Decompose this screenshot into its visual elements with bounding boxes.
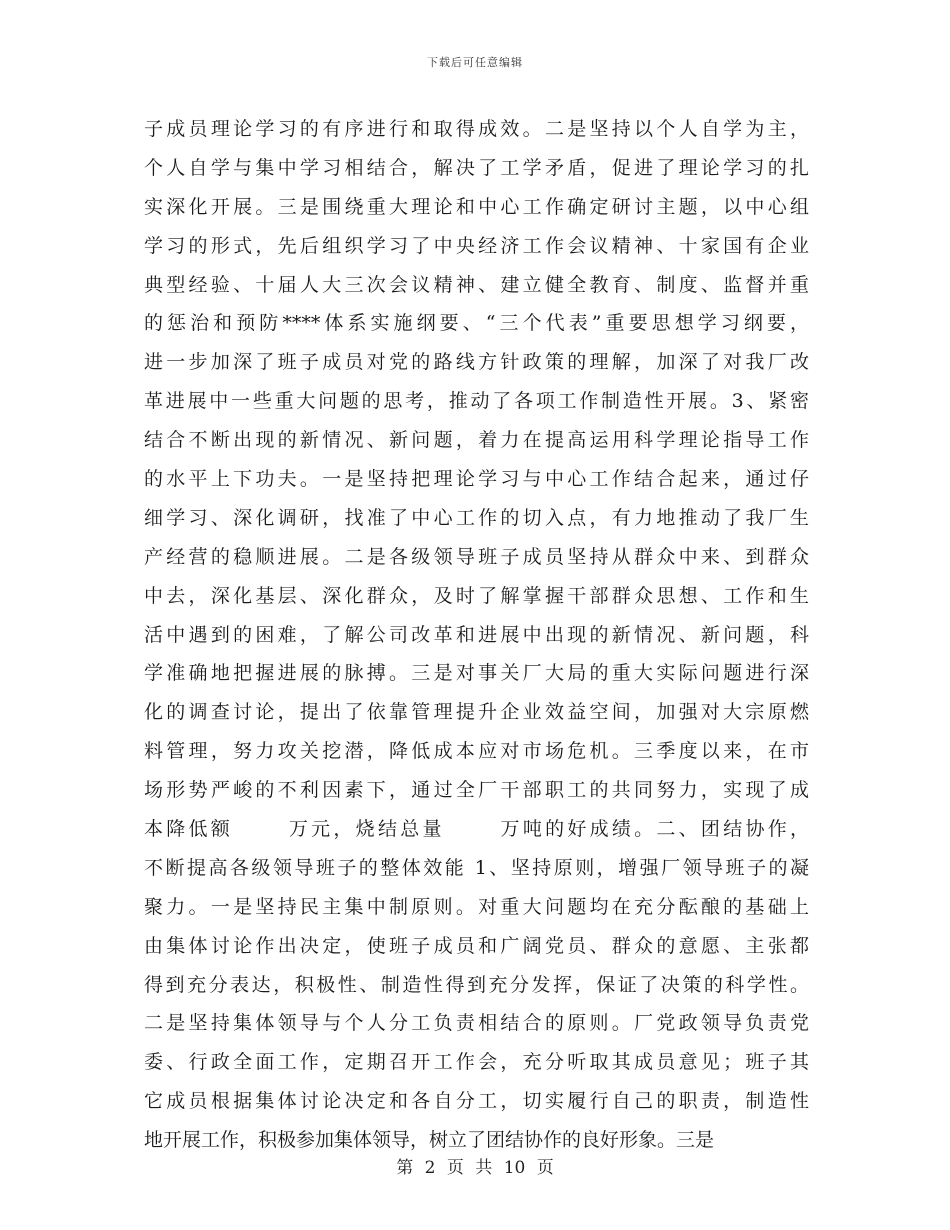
page-number: 第 2 页 共 10 页 [396, 1158, 554, 1178]
text-line: 二是坚持集体领导与个人分工负责相结合的原则。厂党政领导负责党 [144, 1012, 809, 1035]
text-line: 聚力。一是坚持民主集中制原则。对重大问题均在充分酝酿的基础上 [144, 895, 809, 918]
text-line: 结合不断出现的新情况、新问题，着力在提高运用科学理论指导工作 [144, 429, 809, 452]
text-line: 场形势严峻的不利因素下，通过全厂干部职工的共同努力，实现了成 [144, 779, 809, 802]
text-line: 的惩治和预防****体系实施纲要、“三个代表”重要思想学习纲要， [144, 312, 809, 335]
text-line: 中去，深化基层、深化群众，及时了解掌握干部群众思想、工作和生 [144, 584, 809, 607]
text-line: 化的调查讨论，提出了依靠管理提升企业效益空间，加强对大宗原燃 [144, 701, 809, 724]
text-line: 的水平上下功夫。一是坚持把理论学习与中心工作结合起来，通过仔 [144, 468, 809, 491]
text-line: 委、行政全面工作，定期召开工作会，充分听取其成员意见；班子其 [144, 1051, 809, 1074]
page-header: 下载后可任意编辑 [427, 56, 523, 69]
document-body [144, 110, 809, 1160]
text-line: 料管理，努力攻关挖潜，降低成本应对市场危机。三季度以来，在市 [144, 740, 809, 763]
text-line: 地开展工作，积极参加集体领导，树立了团结协作的良好形象。三是 [144, 1129, 715, 1152]
text-line: 产经营的稳顺进展。二是各级领导班子成员坚持从群众中来、到群众 [144, 545, 809, 568]
text-line: 学准确地把握进展的脉搏。三是对事关厂大局的重大实际问题进行深 [144, 662, 809, 685]
text-line: 进一步加深了班子成员对党的路线方针政策的理解，加深了对我厂改 [144, 351, 809, 374]
text-line: 典型经验、十届人大三次会议精神、建立健全教育、制度、监督并重 [144, 273, 809, 296]
text-line: 得到充分表达，积极性、制造性得到充分发挥，保证了决策的科学性。 [144, 973, 809, 996]
text-line: 本降低额 万元，烧结总量 万吨的好成绩。二、团结协作， [144, 818, 809, 841]
text-line: 由集体讨论作出决定，使班子成员和广阔党员、群众的意愿、主张都 [144, 934, 809, 957]
text-line: 它成员根据集体讨论决定和各自分工，切实履行自己的职责，制造性 [144, 1090, 809, 1113]
text-line: 不断提高各级领导班子的整体效能 1、坚持原则，增强厂领导班子的凝 [144, 856, 809, 879]
text-line: 子成员理论学习的有序进行和取得成效。二是坚持以个人自学为主， [144, 118, 809, 140]
text-line: 活中遇到的困难，了解公司改革和进展中出现的新情况、新问题，科 [144, 623, 809, 646]
text-line: 细学习、深化调研，找准了中心工作的切入点，有力地推动了我厂生 [144, 506, 809, 529]
text-line: 实深化开展。三是围绕重大理论和中心工作确定研讨主题，以中心组 [144, 195, 809, 218]
text-line: 学习的形式，先后组织学习了中央经济工作会议精神、十家国有企业 [144, 234, 809, 257]
text-line: 个人自学与集中学习相结合，解决了工学矛盾，促进了理论学习的扎 [144, 156, 809, 179]
text-line: 革进展中一些重大问题的思考，推动了各项工作制造性开展。3、紧密 [144, 390, 809, 413]
